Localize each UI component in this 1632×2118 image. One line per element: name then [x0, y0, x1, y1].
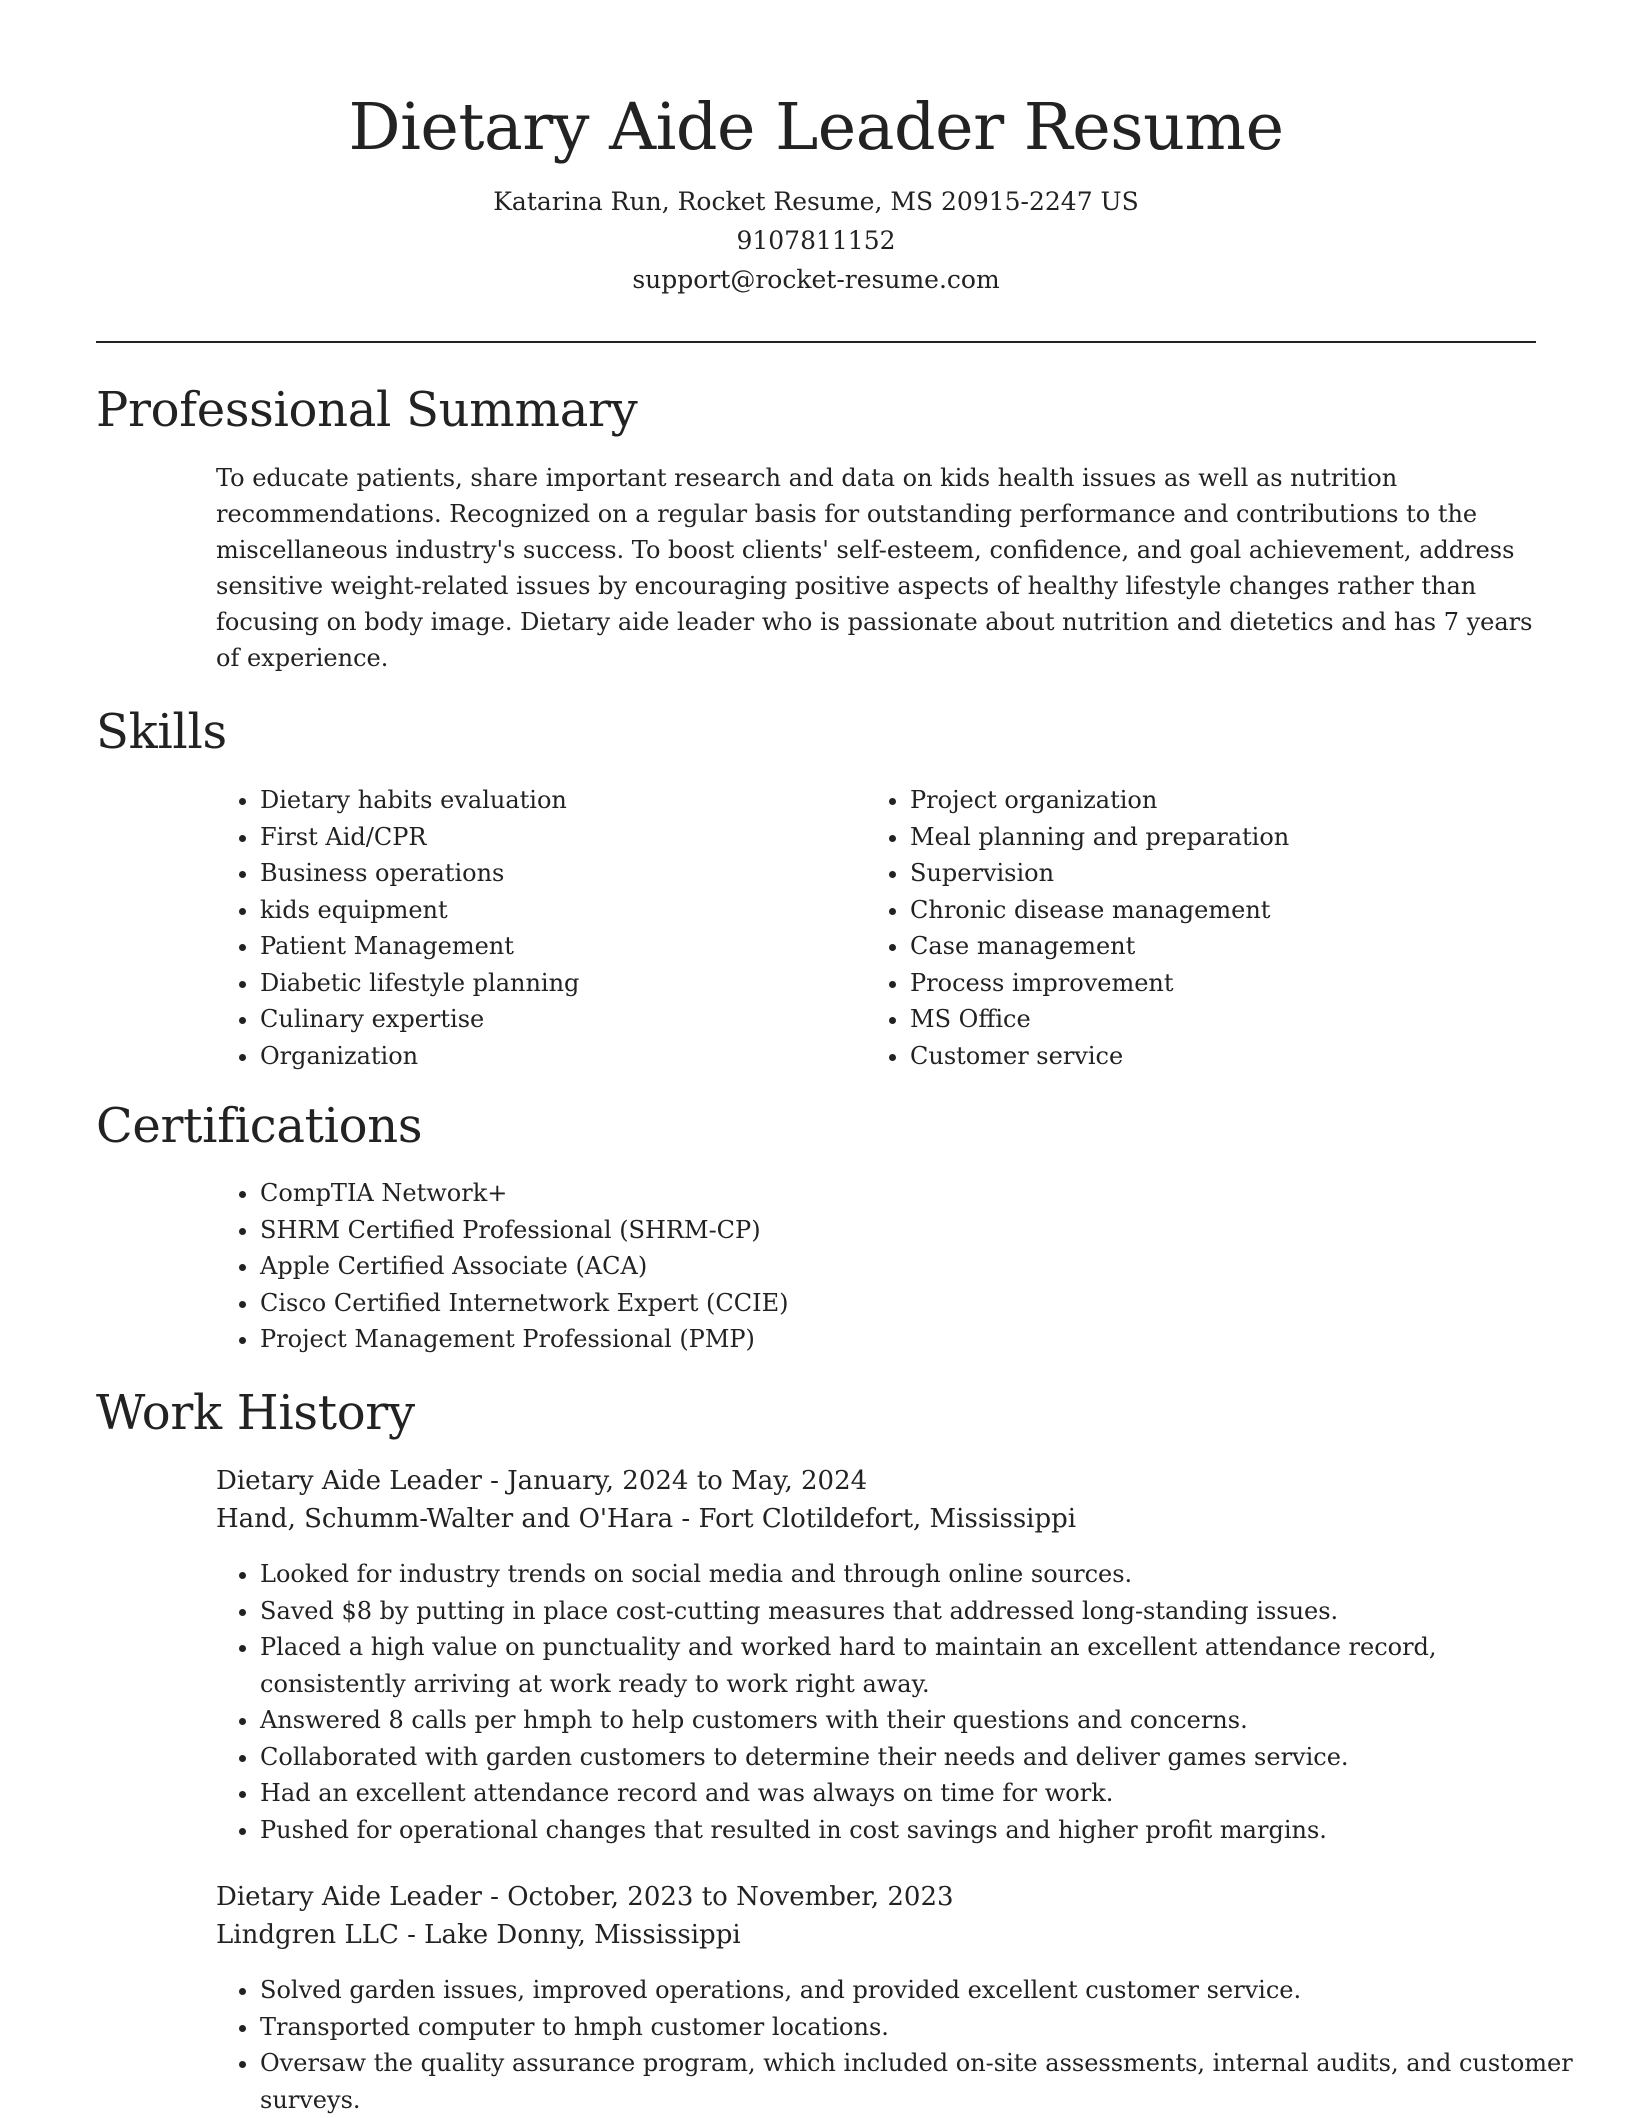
summary-text: To educate patients, share important research and data on kids health issues as well as nutrition recommendations. Recognized on a regular basis for outstanding performance and contributions to the miscellaneous industry's success. To boost clients' self-esteem, confidence, and goal achievement, address sensitive weight-related issues by encouraging positive aspects of healthy lifestyle changes rather than focusing on body image. Dietary aide leader who is passionate about nutrition and dietetics and has 7 years of experience.: [216, 464, 1533, 672]
job-title-line: Dietary Aide Leader - January, 2024 to May, 2024: [216, 1466, 868, 1496]
resume-header: [96, 84, 1536, 299]
certification-item: • Cisco Certified Internetwork Expert (CCIE): [260, 1285, 1560, 1322]
certifications-list: [216, 1175, 1560, 1358]
skill-item: • kids equipment: [260, 892, 860, 929]
job-bullet: • Answered 8 calls per hmph to help customers with their questions and concerns.: [260, 1702, 1580, 1739]
work-history-heading: Work History: [96, 1385, 415, 1441]
skills-list-right: [866, 782, 1550, 1074]
contact-block: [96, 182, 1536, 299]
skill-item: • MS Office: [910, 1001, 1550, 1038]
job-bullet: • Oversaw the quality assurance program, which included on-site assessments, internal audits, and customer surveys.: [260, 2045, 1580, 2118]
skill-item: • Business operations: [260, 855, 860, 892]
certification-item: • Apple Certified Associate (ACA): [260, 1248, 1560, 1285]
contact-phone: 9107811152: [736, 226, 896, 255]
job-bullet: • Collaborated with garden customers to determine their needs and deliver games service.: [260, 1739, 1580, 1776]
job-bullets: [216, 1556, 1580, 1848]
certifications-heading: Certifications: [96, 1098, 423, 1154]
skills-heading: Skills: [96, 704, 227, 760]
certification-item: • Project Management Professional (PMP): [260, 1321, 1560, 1358]
job-bullet: • Solved garden issues, improved operations, and provided excellent customer service.: [260, 1972, 1580, 2009]
skill-item: • Patient Management: [260, 928, 860, 965]
header-divider: [96, 341, 1536, 343]
skill-item: • Organization: [260, 1038, 860, 1075]
resume-title: Dietary Aide Leader Resume: [348, 90, 1284, 165]
skill-item: • Process improvement: [910, 965, 1550, 1002]
job-bullet: • Had an excellent attendance record and was always on time for work.: [260, 1775, 1580, 1812]
job-title-line: Dietary Aide Leader - October, 2023 to November, 2023: [216, 1882, 954, 1912]
contact-address: Katarina Run, Rocket Resume, MS 20915-2247 US: [493, 187, 1139, 216]
certification-item: • CompTIA Network+: [260, 1175, 1560, 1212]
skill-item: • Customer service: [910, 1038, 1550, 1075]
certification-item: • SHRM Certified Professional (SHRM-CP): [260, 1212, 1560, 1249]
job-bullet: • Transported computer to hmph customer locations.: [260, 2009, 1580, 2046]
skill-item: • Meal planning and preparation: [910, 819, 1550, 856]
contact-email: support@rocket-resume.com: [632, 265, 1000, 294]
job-bullet: • Pushed for operational changes that resulted in cost savings and higher profit margins.: [260, 1812, 1580, 1849]
skill-item: • Case management: [910, 928, 1550, 965]
job-bullet: • Looked for industry trends on social media and through online sources.: [260, 1556, 1580, 1593]
skills-list-left: [216, 782, 860, 1074]
job-bullet: • Placed a high value on punctuality and worked hard to maintain an excellent attendance record, consistently arriving at work ready to work right away.: [260, 1629, 1580, 1702]
skill-item: • First Aid/CPR: [260, 819, 860, 856]
job-bullets: [216, 1972, 1580, 2118]
skill-item: • Dietary habits evaluation: [260, 782, 860, 819]
skill-item: • Chronic disease management: [910, 892, 1550, 929]
skill-item: • Project organization: [910, 782, 1550, 819]
job-company-line: Hand, Schumm-Walter and O'Hara - Fort Clotildefort, Mississippi: [216, 1504, 1077, 1534]
job-company-line: Lindgren LLC - Lake Donny, Mississippi: [216, 1920, 741, 1950]
skill-item: • Culinary expertise: [260, 1001, 860, 1038]
skill-item: • Supervision: [910, 855, 1550, 892]
summary-heading: Professional Summary: [96, 382, 638, 438]
skill-item: • Diabetic lifestyle planning: [260, 965, 860, 1002]
job-bullet: • Saved $8 by putting in place cost-cutting measures that addressed long-standing issues.: [260, 1593, 1580, 1630]
